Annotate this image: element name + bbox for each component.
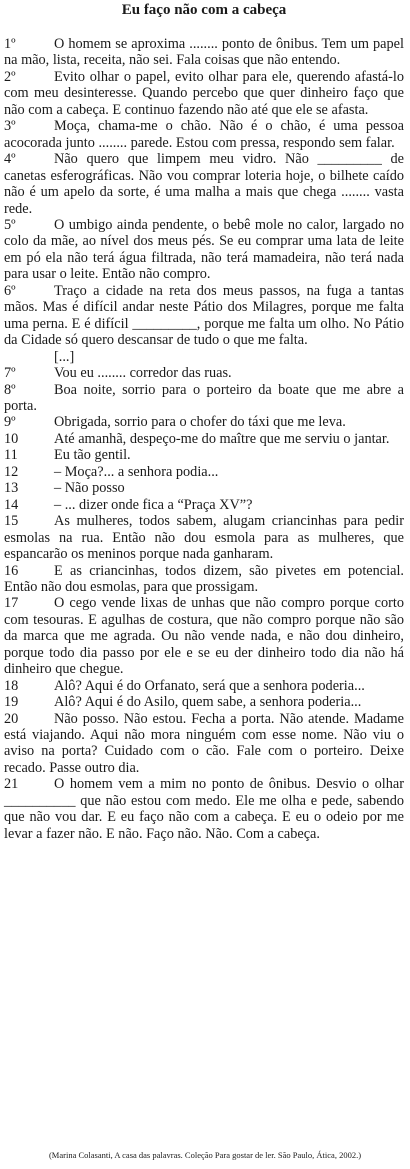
paragraph-number: 4º (4, 151, 16, 168)
paragraph-number: 10 (4, 430, 19, 447)
paragraph-number: 18 (4, 677, 19, 694)
paragraph (4, 365, 404, 381)
paragraph-text: Boa noite, sorrio para o porteiro da boate que me abre a porta. (4, 381, 404, 414)
paragraph-number: 20 (4, 710, 19, 727)
paragraph (4, 711, 404, 777)
paragraph (4, 776, 404, 842)
paragraph (4, 678, 404, 694)
paragraph-number: 11 (4, 447, 18, 464)
paragraph (4, 36, 404, 69)
paragraph-number: 6º (4, 282, 16, 299)
paragraph-text: Obrigada, sorrio para o chofer do táxi que me leva. (54, 414, 346, 431)
paragraph-text: E as criancinhas, todos dizem, são pivetes em potencial. Então não dou esmolas, para que prossigam. (4, 562, 404, 595)
paragraph (4, 151, 404, 217)
paragraph-text: Moça, chama-me o chão. Não é o chão, é uma pessoa acocorada junto ........ parede. Estou com pressa, respondo sem falar. (4, 118, 404, 151)
paragraph-list (4, 36, 404, 842)
paragraph (4, 497, 404, 513)
paragraph (4, 563, 404, 596)
source-citation: (Marina Colasanti, A casa das palavras. Coleção Para gostar de ler. São Paulo, Ática, 2002.) (48, 1150, 362, 1160)
paragraph-text: O cego vende lixas de unhas que não compro porque corto com tesouras. E agulhas de costura, que não compro porque não são da marca que me agrada. Ou não vende nada, e não dou dinheiro, porque todo dia passo por ele e se eu der dinheiro todo dia não há dinheiro que chegue. (4, 595, 404, 678)
paragraph-number: 15 (4, 513, 19, 530)
paragraph-number: 16 (4, 562, 19, 579)
paragraph-number: 19 (4, 694, 19, 711)
paragraph-text: O homem vem a mim no ponto de ônibus. Desvio o olhar __________ que não estou com medo. Ele me olha e pede, sabendo que não vou dar. E eu faço não com a cabeça. E eu o odeio por me levar a fazer não. E não. Faço não. Não. Com a cabeça. (4, 776, 404, 842)
paragraph (4, 69, 404, 118)
paragraph-text: Alô? Aqui é do Asilo, quem sabe, a senhora poderia... (54, 694, 362, 711)
paragraph-number: 3º (4, 118, 16, 135)
paragraph-number: 14 (4, 496, 19, 513)
paragraph-text: Eu tão gentil. (54, 447, 131, 464)
paragraph-text: – ... dizer onde fica a “Praça XV”? (54, 496, 253, 513)
paragraph-text: Não quero que limpem meu vidro. Não _________ de canetas esferográficas. Não vou comprar loteria hoje, o bilhete caído não é um apelo da sorte, é uma malha a mais que chega ........ vasta rede. (4, 151, 404, 217)
paragraph (4, 382, 404, 415)
paragraph-text: O homem se aproxima ........ ponto de ônibus. Tem um papel na mão, lista, receita, não sei. Fala coisas que não entendo. (4, 36, 404, 69)
paragraph-text: Evito olhar o papel, evito olhar para ele, querendo afastá-lo com meu desinteresse. Quando percebo que quer dinheiro faço que não com a cabeça. E continuo fazendo não até que ele se afasta. (4, 68, 404, 118)
paragraph-text: – Moça?... a senhora podia... (54, 463, 219, 480)
paragraph-number: 8º (4, 381, 16, 398)
paragraph-text: Traço a cidade na reta dos meus passos, na fuga a tantas mãos. Mas é difícil andar neste Pátio dos Milagres, porque me falta uma perna. E é difícil _________, porque me falta um olho. No Pátio da Cidade só quero descansar de tudo o que me falta. (4, 282, 404, 349)
paragraph-text: Até amanhã, despeço-me do maître que me serviu o jantar. (54, 430, 390, 447)
paragraph (4, 431, 404, 447)
paragraph (4, 217, 404, 283)
paragraph (4, 414, 404, 430)
paragraph (4, 694, 404, 710)
document-title: Eu faço não com a cabeça (121, 2, 287, 18)
paragraph-text: O umbigo ainda pendente, o bebê mole no calor, largado no colo da mãe, ao nível dos meus pés. Se eu comprar uma lata de leite em pó ela não terá água filtrada, não terá mamadeira, não terá nada para usar o leite. Então não compro. (4, 216, 404, 283)
paragraph (4, 513, 404, 562)
paragraph (4, 349, 404, 365)
paragraph (4, 447, 404, 463)
paragraph-text: [...] (54, 348, 75, 365)
paragraph-number: 21 (4, 776, 19, 793)
paragraph-number: 1º (4, 36, 16, 52)
paragraph (4, 464, 404, 480)
paragraph (4, 118, 404, 151)
paragraph-number: 12 (4, 463, 19, 480)
paragraph-number: 2º (4, 68, 16, 85)
paragraph-number: 7º (4, 365, 16, 382)
paragraph-text: – Não posso (54, 480, 125, 497)
paragraph-number: 5º (4, 216, 16, 233)
paragraph-text: As mulheres, todos sabem, alugam criancinhas para pedir esmolas na rua. Então não dou esmola para as mulheres, que espancarão os meninos porque nada ganharam. (4, 513, 404, 563)
paragraph-text: Vou eu ........ corredor das ruas. (54, 365, 232, 382)
paragraph-number: 9º (4, 414, 16, 431)
paragraph-text: Não posso. Não estou. Fecha a porta. Não atende. Madame está viajando. Aqui não mora ninguém com esse nome. Não viu o aviso na porta? Cuidado com o cão. Fale com o porteiro. Deixe recado. Passe outro dia. (4, 710, 404, 776)
paragraph (4, 283, 404, 349)
paragraph (4, 480, 404, 496)
paragraph-text: Alô? Aqui é do Orfanato, será que a senhora poderia... (54, 677, 365, 694)
paragraph-number: 17 (4, 595, 19, 612)
paragraph-number: 13 (4, 480, 19, 497)
paragraph (4, 595, 404, 677)
